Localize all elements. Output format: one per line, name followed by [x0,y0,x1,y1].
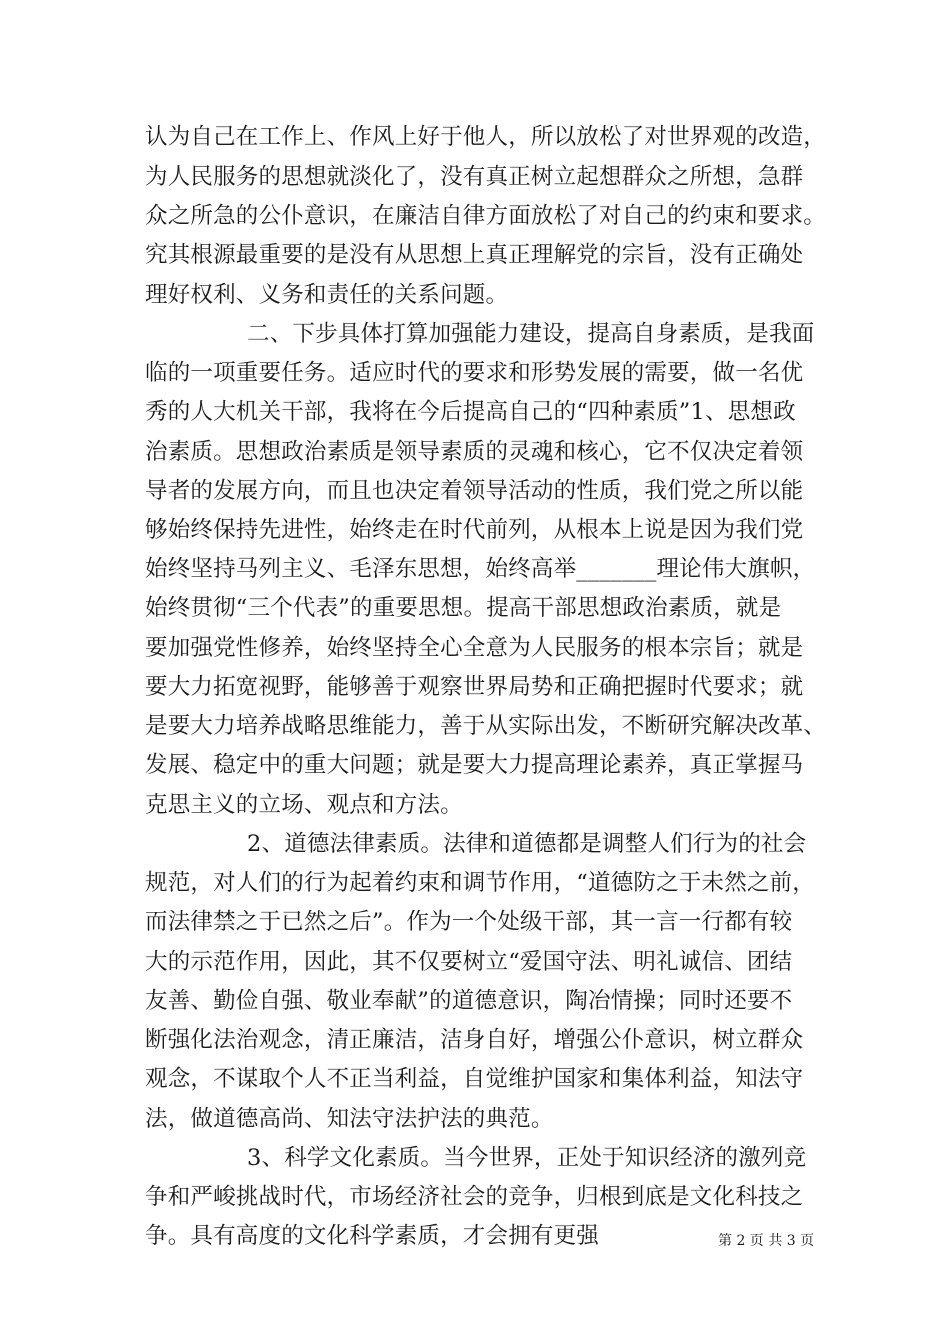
text-line: 法，做道德高尚、知法守法护法的典范。 [145,1106,554,1132]
text-line: 导者的发展方向，而且也决定着领导活动的性质，我们党之所以能 [145,478,804,504]
paragraph-start-line: 二、下步具体打算加强能力建设，提高自身素质，是我面 [247,321,815,347]
text-line: 要加强党性修养，始终坚持全心全意为人民服务的根本宗旨；就是 [145,635,804,661]
text-line: 规范，对人们的行为起着约束和调节作用，“道德防之于未然之前， [145,870,816,896]
text-line: 秀的人大机关干部，我将在今后提高自己的“四种素质”1、思想政 [145,399,796,425]
text-line: 断强化法治观念，清正廉洁，洁身自好，增强公仆意识，树立群众 [145,1027,804,1053]
text-line: 理好权利、义务和责任的关系问题。 [145,282,509,308]
text-line: 克思主义的立场、观点和方法。 [145,792,463,818]
text-line: 是要大力培养战略思维能力，善于从实际出发，不断研究解决改革、 [145,713,827,739]
text-line: 临的一项重要任务。适应时代的要求和形势发展的需要，做一名优 [145,360,804,386]
paragraph-start-line: 2、道德法律素质。法律和道德都是调整人们行为的社会 [247,831,807,857]
text-line: 究其根源最重要的是没有从思想上真正理解党的宗旨，没有正确处 [145,242,804,268]
text-line: 而法律禁之于已然之后”。作为一个处级干部，其一言一行都有较 [145,909,793,935]
text-line: 始终坚持马列主义、毛泽东思想，始终高举_______理论伟大旗帜， [145,556,816,582]
text-line: 始终贯彻“三个代表”的重要思想。提高干部思想政治素质，就是 [145,595,782,621]
text-line: 争和严峻挑战时代，市场经济社会的竞争，归根到底是文化科技之 [145,1184,804,1210]
text-line: 争。具有高度的文化科学素质，才会拥有更强 [145,1223,600,1249]
text-line: 够始终保持先进性，始终走在时代前列，从根本上说是因为我们党 [145,517,804,543]
text-line: 治素质。思想政治素质是领导素质的灵魂和核心，它不仅决定着领 [145,439,804,465]
text-line: 为人民服务的思想就淡化了，没有真正树立起想群众之所想，急群 [145,164,804,190]
text-line: 观念，不谋取个人不正当利益，自觉维护国家和集体利益，知法守 [145,1066,804,1092]
text-line: 要大力拓宽视野，能够善于观察世界局势和正确把握时代要求；就 [145,674,804,700]
text-line: 认为自己在工作上、作风上好于他人，所以放松了对世界观的改造， [145,124,827,150]
paragraph-start-line: 3、科学文化素质。当今世界，正处于知识经济的激列竞 [247,1145,807,1171]
text-line: 发展、稳定中的重大问题；就是要大力提高理论素养，真正掌握马 [145,752,804,778]
text-line: 友善、勤俭自强、敬业奉献”的道德意识，陶冶情操；同时还要不 [145,988,793,1014]
text-line: 众之所急的公仆意识，在廉洁自律方面放松了对自己的约束和要求。 [145,203,827,229]
page-number-footer: 第 2 页 共 3 页 [718,1233,815,1249]
text-line: 大的示范作用，因此，其不仅要树立“爱国守法、明礼诚信、团结 [145,949,793,975]
